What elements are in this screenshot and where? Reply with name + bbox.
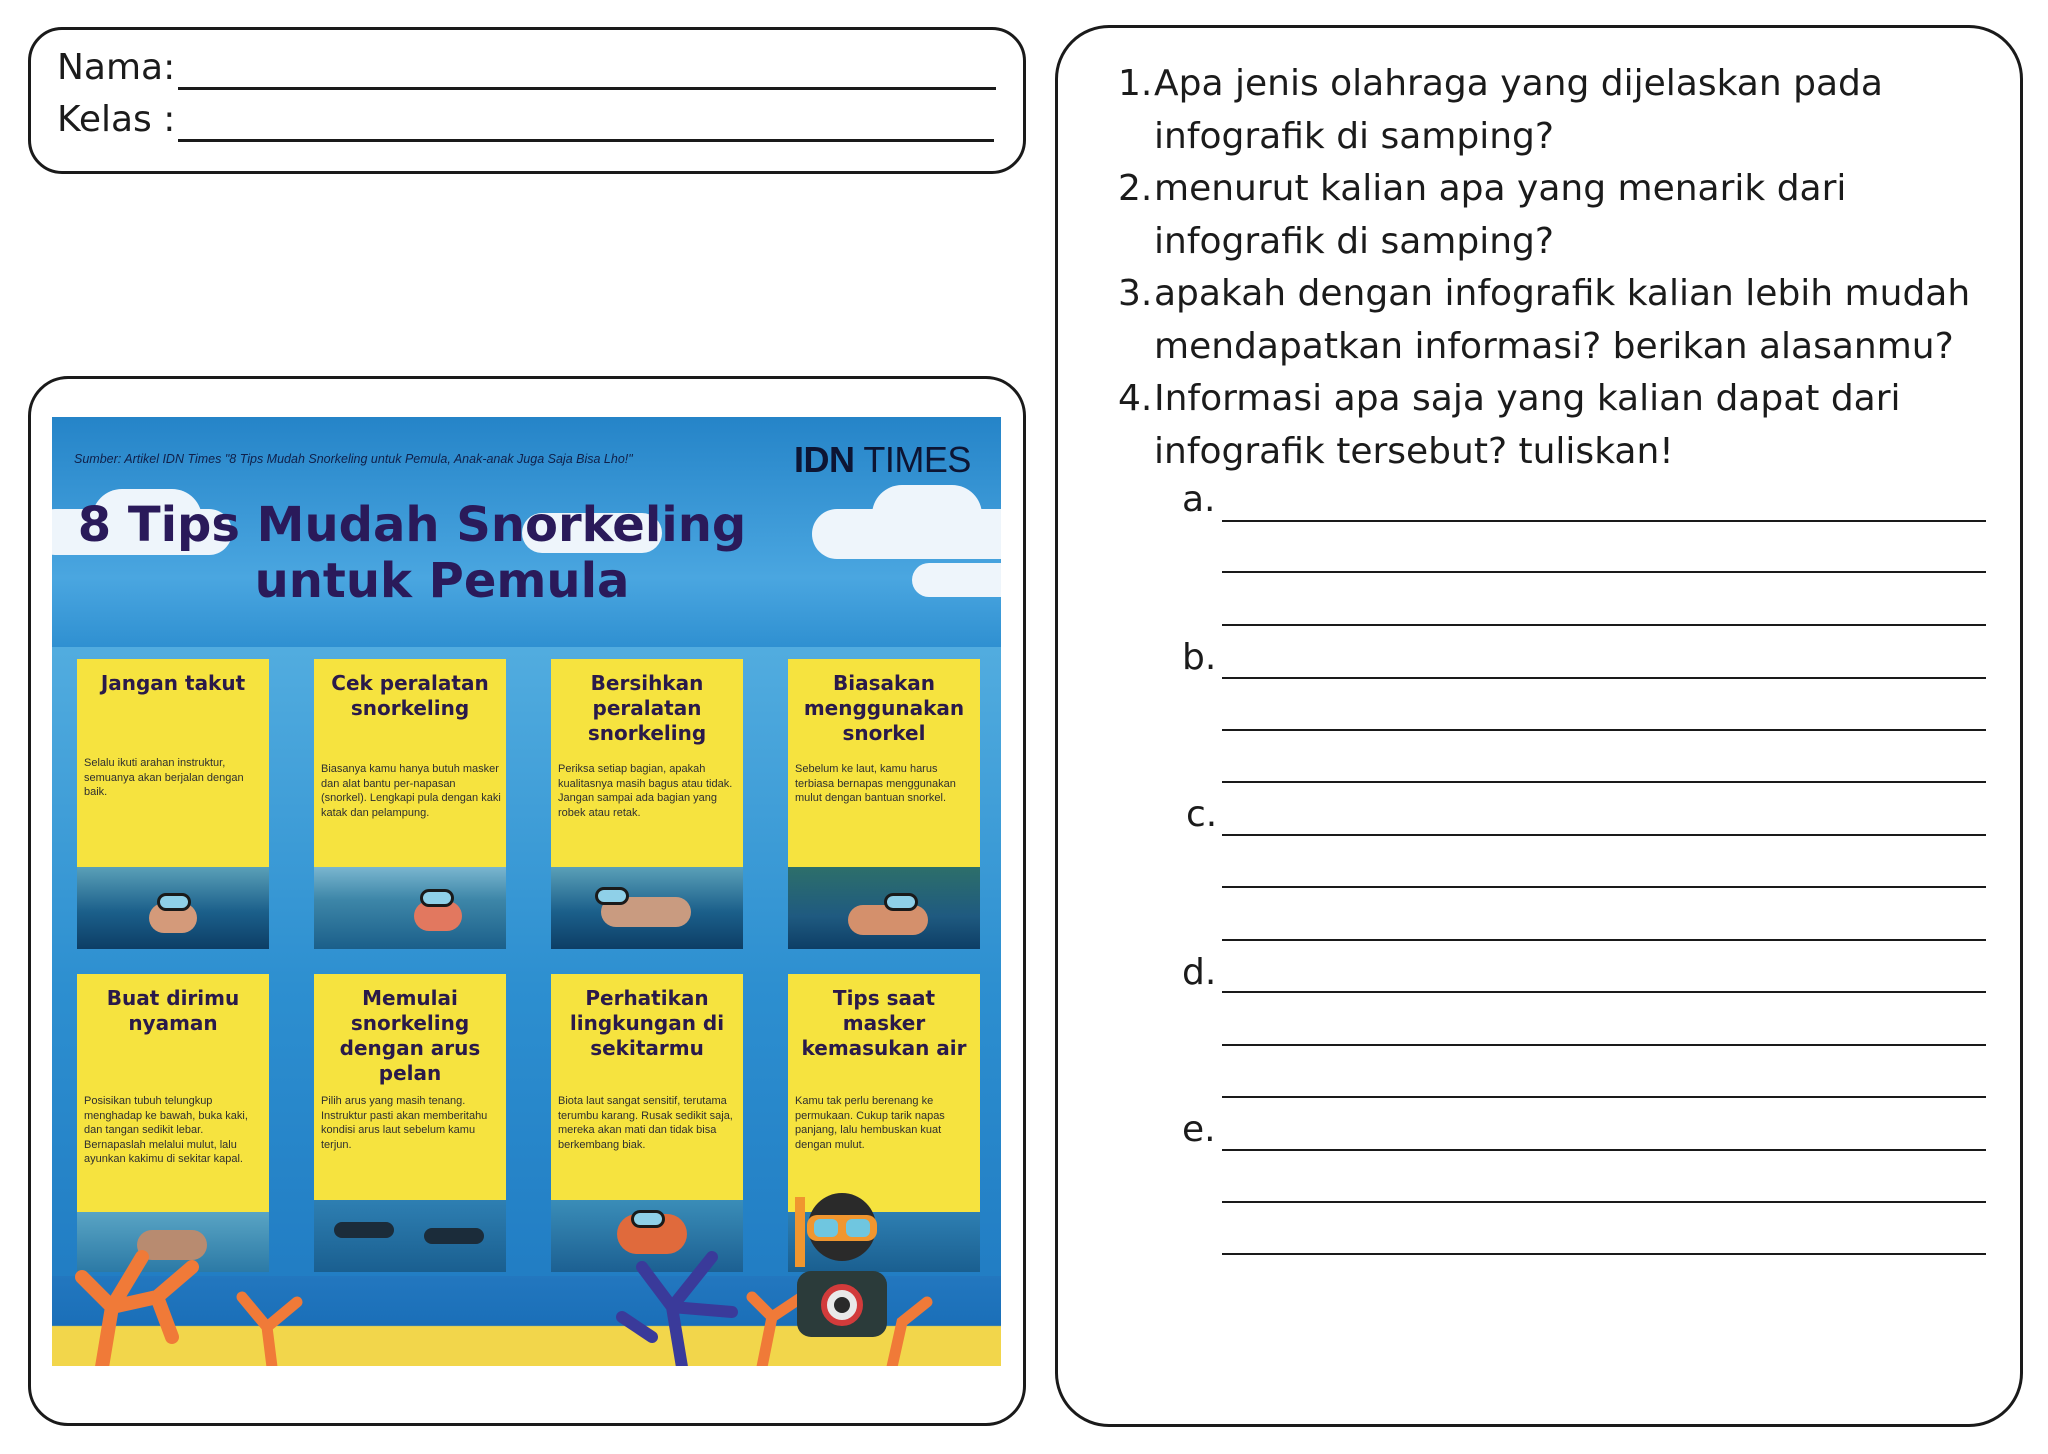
snorkeler-photo [788, 867, 980, 949]
answer-line[interactable] [1222, 571, 1986, 573]
answer-line[interactable] [1222, 1253, 1986, 1255]
answer-label-e: e. [1182, 1109, 1216, 1150]
tip-card: Bersihkan peralatan snorkeling Periksa setiap bagian, apakah kualitasnya masih bagus atau tidak. Jangan sampai ada bagian yang robek atau retak. [551, 659, 743, 949]
cloud-icon [912, 563, 1001, 597]
snorkeler-photo [314, 867, 506, 949]
answer-line[interactable] [1222, 991, 1986, 993]
snorkeler-photo [314, 1200, 506, 1272]
answer-line[interactable] [1222, 624, 1986, 626]
tip-card: Perhatikan lingkungan di sekitarmu Biota laut sangat sensitif, terutama terumbu karang. Rusak sedikit saja, mereka akan mati dan tidak bisa berkembang biak. [551, 974, 743, 1272]
cloud-icon [872, 485, 982, 545]
tip-card: Tips saat masker kemasukan air Kamu tak perlu berenang ke permukaan. Cukup tarik napas panjang, lalu hembuskan kuat dengan mulut. [788, 974, 980, 1272]
answer-line[interactable] [1222, 729, 1986, 731]
answer-line[interactable] [1222, 781, 1986, 783]
source-caption: Sumber: Artikel IDN Times "8 Tips Mudah Snorkeling untuk Pemula, Anak-anak Juga Saja Bisa Lho!" [74, 452, 633, 466]
answer-line[interactable] [1222, 939, 1986, 941]
answer-line[interactable] [1222, 520, 1986, 522]
tip-card: Memulai snorkeling dengan arus pelan Pilih arus yang masih tenang. Instruktur pasti akan memberitahu kondisi arus laut sebelum kamu terjun. [314, 974, 506, 1272]
infographic-image [52, 417, 1001, 1366]
tip-card: Buat dirimu nyaman Posisikan tubuh telungkup menghadap ke bawah, buka kaki, dan tangan sedikit lebar. Bernapaslah melalui mulut, lalu ayunkan kakimu di sekitar kapal. [77, 974, 269, 1272]
idn-times-logo: IDN TIMES [794, 439, 971, 480]
answer-line[interactable] [1222, 886, 1986, 888]
answer-line[interactable] [1222, 1044, 1986, 1046]
name-label: Nama: [57, 47, 176, 88]
answer-line[interactable] [1222, 1096, 1986, 1098]
answer-line[interactable] [1222, 834, 1986, 836]
answer-label-a: a. [1182, 479, 1216, 520]
answer-line[interactable] [1222, 677, 1986, 679]
infographic-title: 8 Tips Mudah Snorkeling untuk Pemula [77, 497, 747, 609]
diver-icon [787, 1187, 897, 1337]
snorkeler-photo [551, 867, 743, 949]
identity-box [28, 27, 1026, 174]
answer-line[interactable] [1222, 1201, 1986, 1203]
class-label: Kelas : [57, 99, 176, 140]
snorkeler-photo [77, 867, 269, 949]
name-field[interactable] [178, 87, 996, 90]
tip-card: Jangan takut Selalu ikuti arahan instruktur, semuanya akan berjalan dengan baik. [77, 659, 269, 949]
answer-label-b: b. [1182, 637, 1217, 678]
answer-label-c: c. [1186, 794, 1218, 835]
tip-card: Biasakan menggunakan snorkel Sebelum ke laut, kamu harus terbiasa bernapas menggunakan mulut dengan bantuan snorkel. [788, 659, 980, 949]
class-field[interactable] [178, 139, 994, 142]
tip-card: Cek peralatan snorkeling Biasanya kamu hanya butuh masker dan alat bantu per-napasan (snorkel). Lengkapi pula dengan kaki katak dan pelampung. [314, 659, 506, 949]
coral-icon [212, 1277, 332, 1366]
answer-line[interactable] [1222, 1149, 1986, 1151]
answer-label-d: d. [1182, 952, 1217, 993]
